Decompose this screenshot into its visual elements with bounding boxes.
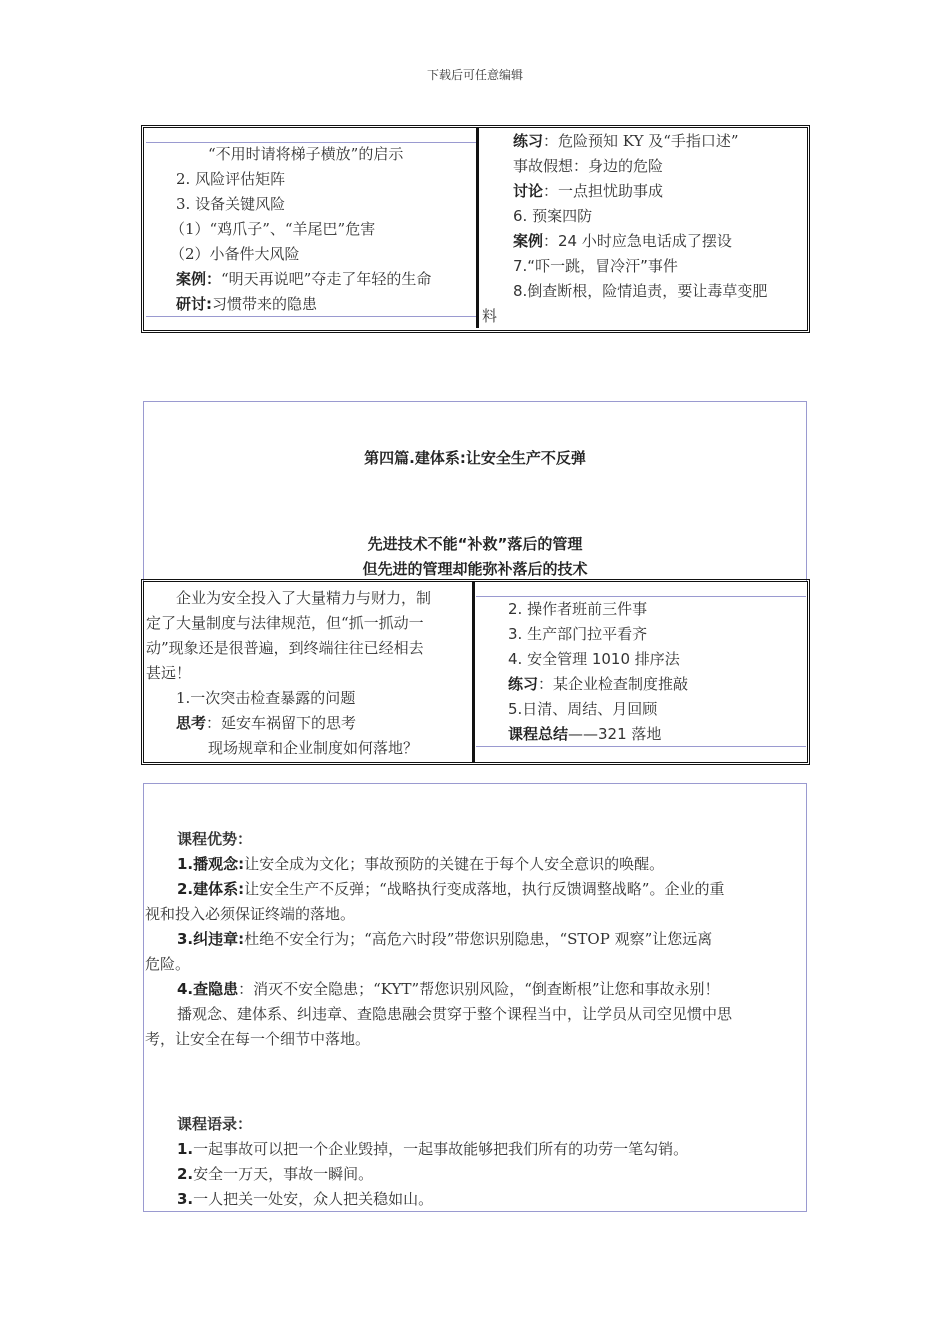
summary-label: 课程总结 — [508, 725, 569, 743]
think-text: ：延安车祸留下的思考 — [206, 714, 357, 732]
quote-number: 2. — [177, 1165, 194, 1183]
quote-item — [145, 1187, 809, 1212]
advantage-text: 杜绝不安全行为；“高危六时段”带您识别隐患，“STOP 观察”让您远离 — [244, 930, 713, 948]
advantages-heading: 课程优势： — [177, 830, 253, 848]
exercise-label: 练习 — [513, 132, 544, 150]
table-2-left-para-line: 企业为安全投入了大量精力与财力，制 — [176, 589, 432, 607]
table-1-left-study — [148, 292, 478, 317]
think-label: 思考 — [176, 714, 207, 732]
advantage-summary-cont: 考，让安全在每一个细节中落地。 — [145, 1030, 371, 1048]
advantages-section — [145, 827, 809, 1052]
quote-text: 安全一万天，事故一瞬间。 — [193, 1165, 374, 1183]
table-2-right-line — [478, 722, 804, 747]
table-1-left-line: 3. 设备关键风险 — [176, 195, 286, 213]
table-2-left-line — [146, 711, 472, 736]
discussion-label: 讨论 — [513, 182, 544, 200]
study-text: 习惯带来的隐患 — [212, 295, 318, 313]
table-1-right-line-wrap: 料 — [482, 307, 498, 325]
table-2-left-line: 1.一次突击检查暴露的问题 — [176, 689, 356, 707]
advantage-label: 3.纠违章: — [177, 930, 245, 948]
table-2-divider — [472, 582, 475, 762]
quotes-section — [145, 1112, 809, 1212]
advantage-label: 4.查隐患 — [177, 980, 239, 998]
table-2-right-line — [478, 672, 804, 697]
table-2-right-line: 3. 生产部门拉平看齐 — [508, 625, 648, 643]
discussion-text: ：一点担忧助事成 — [543, 182, 664, 200]
advantage-item — [145, 927, 809, 952]
table-1-right-line: 7.“吓一跳，冒冷汗”事件 — [513, 257, 678, 275]
study-label: 研讨: — [176, 295, 212, 313]
advantage-text: 让安全生产不反弹；“战略执行变成落地，执行反馈调整战略”。企业的重 — [244, 880, 725, 898]
table-1-left-case — [148, 267, 478, 292]
advantage-text: ：消灭不安全隐患；“KYT”帮您识别风险，“倒查断根”让您和事故永别！ — [238, 980, 720, 998]
quote-number: 1. — [177, 1140, 194, 1158]
table-1-right-line — [482, 179, 802, 204]
quote-text: 一人把关一处安，众人把关稳如山。 — [193, 1190, 434, 1208]
advantage-item — [145, 877, 809, 902]
case-label: 案例： — [176, 270, 222, 288]
advantage-item-cont: 视和投入必须保证终端的落地。 — [145, 905, 356, 923]
exercise-text: ：某企业检查制度推敲 — [538, 675, 689, 693]
section-4-title: 第四篇.建体系:让安全生产不反弹 — [364, 449, 586, 467]
advantage-label: 2.建体系: — [177, 880, 245, 898]
case-label: 案例 — [513, 232, 544, 250]
advantage-summary: 播观念、建体系、纠违章、查隐患融会贯穿于整个课程当中，让学员从司空见惯中思 — [177, 1005, 733, 1023]
table-1-right-line — [482, 129, 802, 154]
exercise-label: 练习 — [508, 675, 539, 693]
quote-number: 3. — [177, 1190, 194, 1208]
table-1-right-line: 8.倒查断根，险情追责，要让毒草变肥 — [513, 282, 768, 300]
advantage-item-cont: 危险。 — [145, 955, 191, 973]
table-1-left-line: “不用时请将梯子横放”的启示 — [208, 145, 404, 163]
table-2-right-line: 5.日清、周结、月回顾 — [508, 700, 658, 718]
case-text: “明天再说吧”夺走了年轻的生命 — [221, 270, 432, 288]
quote-item — [145, 1162, 809, 1187]
table-2-left-line: 现场规章和企业制度如何落地？ — [208, 739, 419, 757]
exercise-text: ：危险预知 KY 及“手指口述” — [543, 132, 739, 150]
advantage-label: 1.播观念: — [177, 855, 245, 873]
table-2-right-line: 4. 安全管理 1010 排序法 — [508, 650, 680, 668]
table-1-left-line: 2. 风险评估矩阵 — [176, 170, 286, 188]
section-4-box — [143, 401, 807, 582]
section-4-subtitle-1: 先进技术不能“补救”落后的管理 — [367, 535, 583, 553]
table-1-left-line: （1）“鸡爪子”、“羊尾巴”危害 — [170, 220, 376, 238]
table-1-left-line: （2）小备件大风险 — [170, 245, 300, 263]
advantage-text: 让安全成为文化；事故预防的关键在于每个人安全意识的唤醒。 — [244, 855, 665, 873]
table-2-right-cell — [478, 597, 804, 747]
table-2-left-para-line: 定了大量制度与法律规范，但“抓一抓动一 — [146, 614, 424, 632]
table-2-left-para-line: 甚远！ — [146, 664, 192, 682]
table-2-left-cell — [146, 586, 472, 761]
summary-text: ——321 落地 — [568, 725, 662, 743]
quotes-heading: 课程语录： — [177, 1115, 253, 1133]
table-1-right-line — [482, 229, 802, 254]
table-1-right-line: 事故假想：身边的危险 — [513, 157, 664, 175]
quote-text: 一起事故可以把一个企业毁掉，一起事故能够把我们所有的功劳一笔勾销。 — [193, 1140, 689, 1158]
advantage-item — [145, 977, 809, 1002]
table-1-right-line: 6. 预案四防 — [513, 207, 593, 225]
table-1-right-cell — [482, 129, 802, 329]
page-header: 下载后可任意编辑 — [426, 68, 523, 82]
table-1-left-cell — [148, 142, 478, 317]
table-2-left-para-line: 动”现象还是很普遍，到终端往往已经相去 — [146, 639, 424, 657]
case-text: ：24 小时应急电话成了摆设 — [543, 232, 732, 250]
quote-item — [145, 1137, 809, 1162]
table-2-right-line: 2. 操作者班前三件事 — [508, 600, 648, 618]
advantage-item — [145, 852, 809, 877]
section-4-subtitle-2: 但先进的管理却能弥补落后的技术 — [362, 560, 588, 578]
